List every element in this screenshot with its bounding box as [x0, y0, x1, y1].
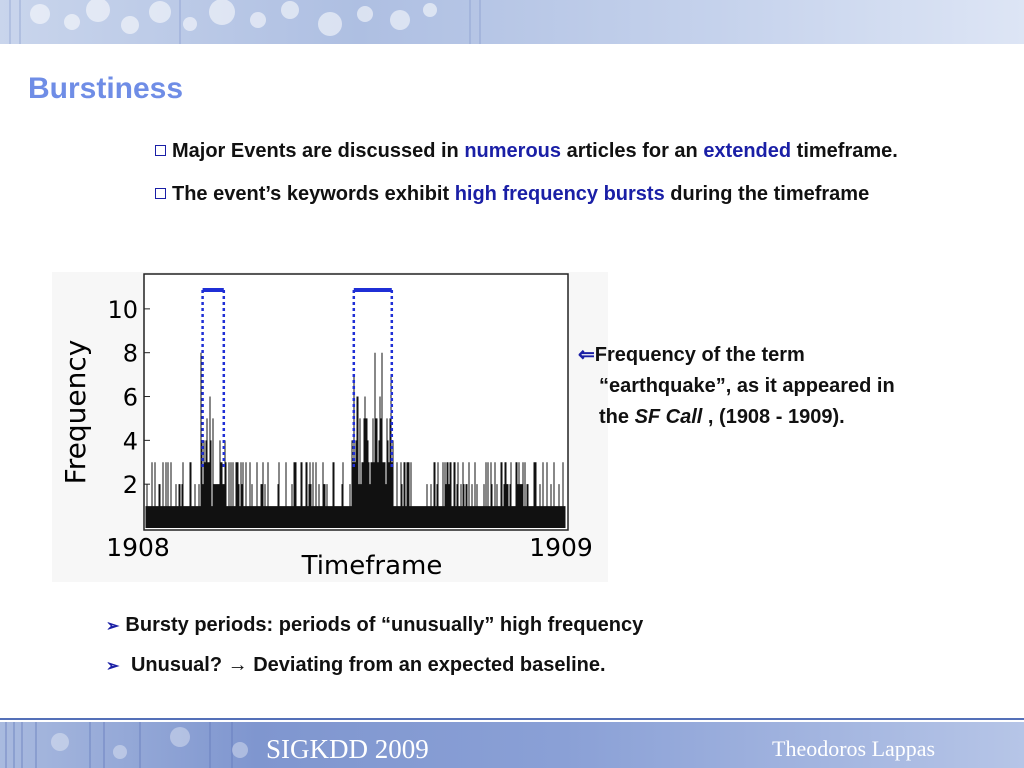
header-decoration — [0, 0, 1024, 44]
slide-title: Burstiness — [28, 72, 184, 105]
chart-annotation — [578, 340, 998, 433]
bullet1-text-a: Major Events are discussed in — [172, 140, 465, 162]
bullet2-text-b: during the timeframe — [664, 183, 870, 205]
annotation-line-1 — [578, 340, 998, 371]
bottom-bullet-2-text-a: Unusual? — [130, 654, 228, 676]
bullet1-text-b: articles for an — [561, 140, 704, 162]
bottom-bullet-1-text: Bursty periods: periods of “unusually” high frequency — [125, 614, 644, 636]
footer-conference: SIGKDD 2009 — [266, 734, 429, 764]
y-axis-label: Frequency — [59, 339, 92, 485]
bullet1-highlight-numerous: numerous — [464, 140, 562, 162]
annotation-text-1: Frequency of the term — [594, 344, 805, 366]
x-axis-label: Timeframe — [301, 551, 443, 581]
y-tick-label: 4 — [122, 427, 138, 456]
x-tick-label-end: 1909 — [529, 533, 593, 562]
bottom-bullets — [106, 610, 926, 690]
annotation-text-3b: , (1908 - 1909). — [702, 406, 845, 428]
header-banner — [0, 0, 1024, 44]
bullet2-text-a: The event’s keywords exhibit — [172, 183, 455, 205]
x-tick-label-start: 1908 — [106, 533, 170, 562]
checkbox-bullet-icon — [155, 145, 166, 156]
bullet-keywords — [155, 179, 985, 210]
annotation-line-2: “earthquake”, as it appeared in — [599, 375, 895, 397]
annotation-text-3a: the — [599, 406, 635, 428]
bullet-unusual — [106, 650, 926, 682]
bullet-major-events — [155, 136, 985, 167]
footer-divider — [0, 718, 1024, 720]
y-tick-label: 2 — [122, 471, 138, 500]
left-arrow-icon: ⇐ — [578, 344, 595, 366]
annotation-source-name: SF Call — [634, 406, 703, 428]
bottom-bullet-2-text-b: Deviating from an expected baseline. — [247, 654, 606, 676]
bullet1-text-c: timeframe. — [791, 140, 898, 162]
right-arrow-icon: → — [227, 654, 248, 676]
y-tick-label: 10 — [107, 295, 138, 324]
triangle-bullet-icon: ➢ — [106, 618, 120, 635]
y-tick-label: 8 — [122, 339, 138, 368]
frequency-chart — [52, 272, 608, 582]
checkbox-bullet-icon — [155, 188, 166, 199]
y-tick-label: 6 — [122, 383, 138, 412]
annotation-line-3 — [578, 402, 998, 433]
bullet2-highlight-bursts: high frequency bursts — [454, 183, 665, 205]
bullet-bursty-periods — [106, 610, 926, 642]
frequency-chart-svg — [52, 272, 608, 582]
footer-author: Theodoros Lappas — [772, 736, 936, 761]
triangle-bullet-icon: ➢ — [106, 658, 120, 675]
bullet1-highlight-extended: extended — [703, 140, 792, 162]
top-bullets — [155, 136, 985, 222]
